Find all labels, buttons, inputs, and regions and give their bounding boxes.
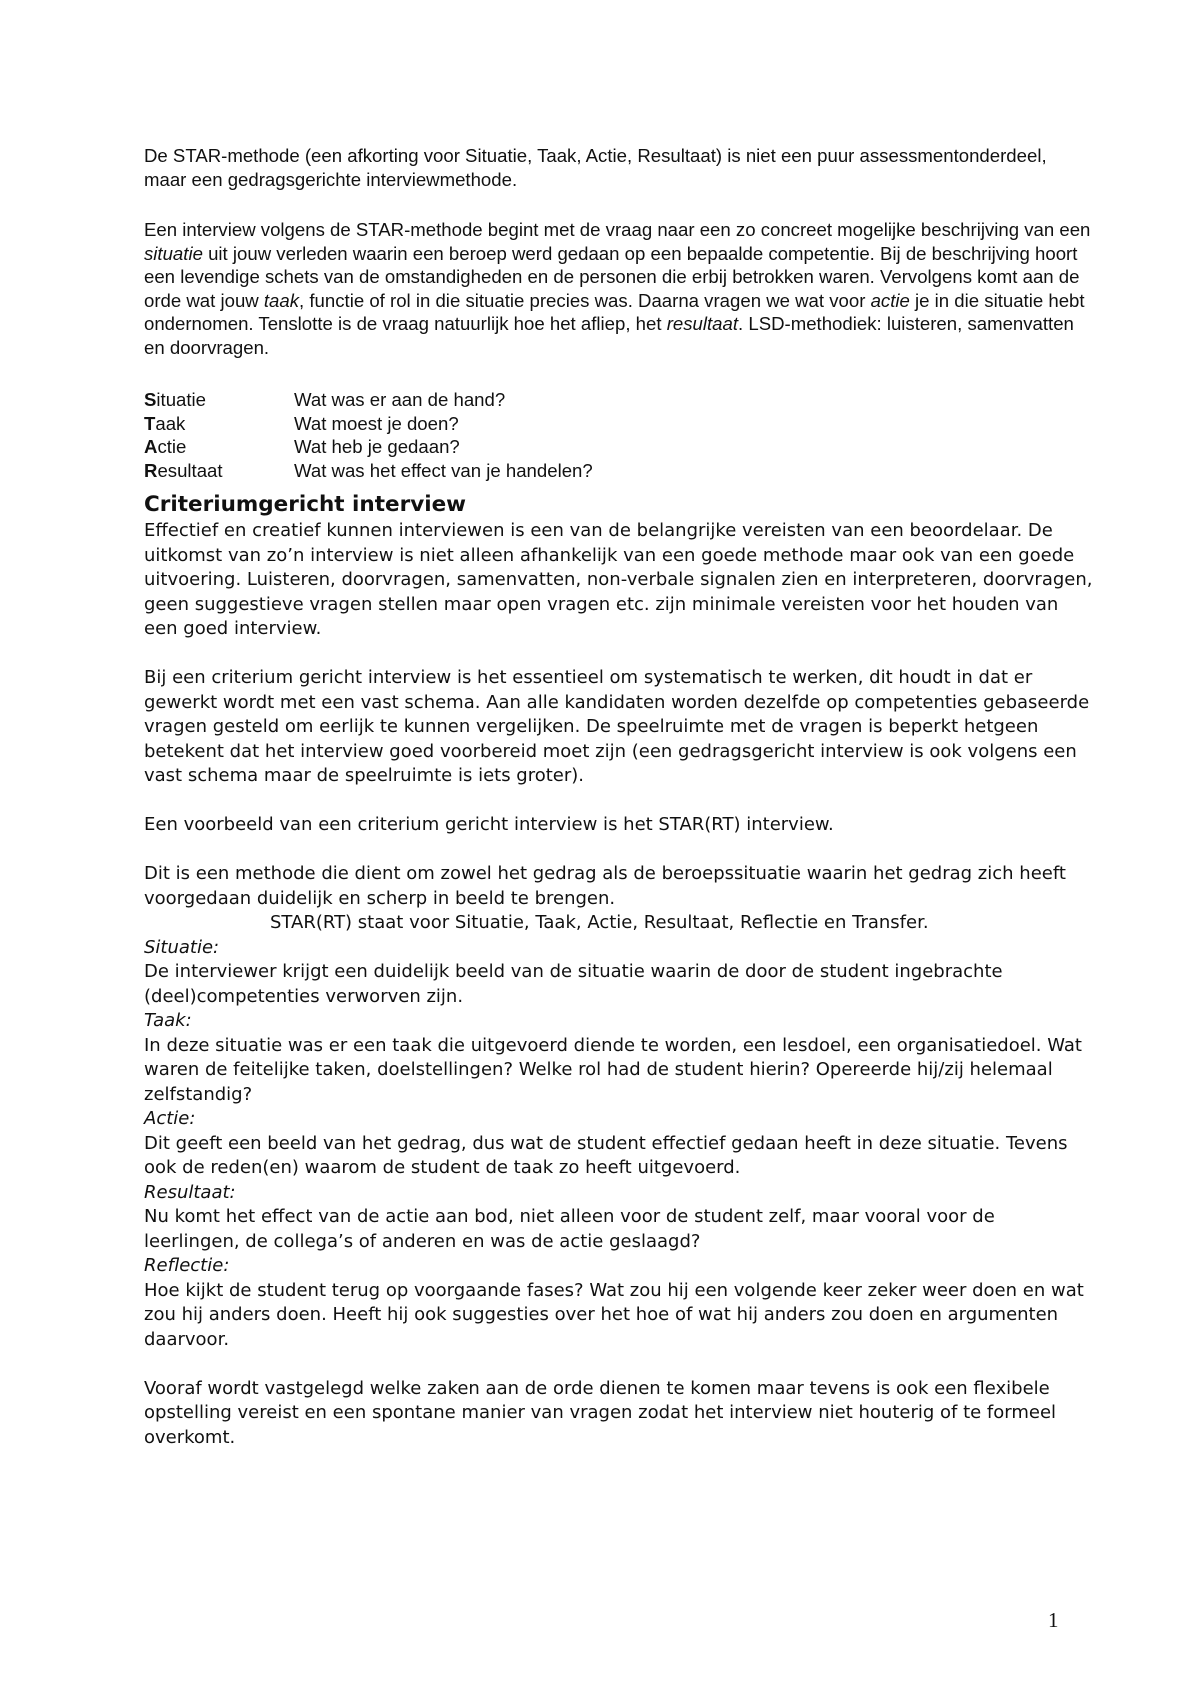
italic-taak: taak (263, 289, 300, 311)
page-number: 1 (1048, 1608, 1059, 1632)
section-paragraph-1: Effectief en creatief kunnen interviewen is een van de belangrijke vereisten van een beoordelaar. De uitkomst van zo’n interview is niet alleen afhankelijk van een goede methode maar ook van een goede uitvoering. Luisteren, doorvragen, samenvatten, non-verbale signalen zien en interpreteren, doorvragen, geen suggestieve vragen stellen maar open vragen etc. zijn minimale vereisten voor het houden van een goed interview. (144, 520, 1093, 639)
item-text-taak: In deze situatie was er een taak die uitgevoerd diende te worden, een lesdoel, een organisatiedoel. Wat waren de feitelijke taken, doelstellingen? Welke rol had de student hierin? Opereerde hij/zij helemaal zelfstandig? (144, 1034, 1082, 1105)
italic-actie: actie (870, 289, 910, 311)
item-label-reflectie: Reflectie: (144, 1255, 230, 1276)
star-row-resultaat: Resultaat Wat was het effect van je handelen? (144, 459, 593, 481)
item-label-actie: Actie: (144, 1108, 196, 1129)
section-paragraph-4-indented: STAR(RT) staat voor Situatie, Taak, Actie, Resultaat, Reflectie en Transfer. (270, 912, 929, 933)
item-label-resultaat: Resultaat: (144, 1181, 236, 1203)
item-text-reflectie: Hoe kijkt de student terug op voorgaande fases? Wat zou hij een volgende keer zeker weer doen en wat zou hij anders doen. Heeft hij ook suggesties over het hoe of wat hij anders zou doen en argumenten daarvoor. (144, 1279, 1084, 1350)
section-paragraph-2: Bij een criterium gericht interview is het essentieel om systematisch te werken, dit houdt in dat er gewerkt wordt met een vast schema. Aan alle kandidaten worden dezelfde op competenties gebaseerde vragen gesteld om eerlijk te kunnen vergelijken. De speelruimte met de vragen is beperkt hetgeen betekent dat het interview goed voorbereid moet zijn (een gedragsgericht interview is ook volgens een vast schema maar de speelruimte is iets groter). (144, 667, 1090, 786)
section-heading-block (144, 491, 1094, 519)
section-heading: Criteriumgericht interview (144, 492, 467, 517)
section-body (144, 519, 1094, 1450)
star-row-taak: Taak Wat moest je doen? (144, 412, 459, 434)
item-text-actie: Dit geeft een beeld van het gedrag, dus wat de student effectief gedaan heeft in deze situatie. Tevens ook de reden(en) waarom de student de taak zo heeft uitgevoerd. (144, 1132, 1068, 1178)
star-row-situatie: Situatie Wat was er aan de hand? (144, 389, 506, 410)
item-text-resultaat: Nu komt het effect van de actie aan bod, niet alleen voor de student zelf, maar vooral voor de leerlingen, de collega’s of anderen en was de actie geslaagd? (144, 1206, 995, 1252)
section-paragraph-5: Vooraf wordt vastgelegd welke zaken aan de orde dienen te komen maar tevens is ook een flexibele opstelling vereist en een spontane manier van vragen zodat het interview niet houterig of te formeel overkomt. (144, 1377, 1057, 1448)
item-label-taak: Taak: (144, 1010, 192, 1031)
italic-situatie: situatie (144, 242, 203, 264)
star-row-actie: Actie Wat heb je gedaan? (144, 436, 460, 457)
italic-resultaat: resultaat (666, 313, 739, 334)
intro-paragraph-2: Een interview volgens de STAR-methode begint met de vraag naar een zo concreet mogelijke beschrijving van een situatie uit jouw verleden waarin een beroep werd gedaan op een bepaalde competentie. Bij de beschrijving hoort een levendige schets van de omstandigheden en de personen die erbij betrokken waren. Vervolgens komt aan de orde wat jouw taak, functie of rol in die situatie precies was. Daarna vragen we wat voor actie je in die situatie hebt ondernomen. Tenslotte is de vraag natuurlijk hoe het afliep, het resultaat. LSD-methodiek: luisteren, samenvatten en doorvragen. (144, 219, 1091, 358)
section-paragraph-3: Een voorbeeld van een criterium gericht interview is het STAR(RT) interview. (144, 814, 834, 835)
star-table (144, 388, 1094, 482)
section-paragraph-4: Dit is een methode die dient om zowel het gedrag als de beroepssituatie waarin het gedrag zich heeft voorgedaan duidelijk en scherp in beeld te brengen. (144, 863, 1066, 909)
intro-paragraph-1: De STAR-methode (een afkorting voor Situatie, Taak, Actie, Resultaat) is niet een puur assessmentonderdeel, maar een gedragsgerichte interviewmethode. (144, 145, 1047, 190)
item-text-situatie: De interviewer krijgt een duidelijk beeld van de situatie waarin de door de student ingebrachte (deel)competenties verworven zijn. (144, 961, 1003, 1007)
item-label-situatie: Situatie: (144, 936, 220, 958)
